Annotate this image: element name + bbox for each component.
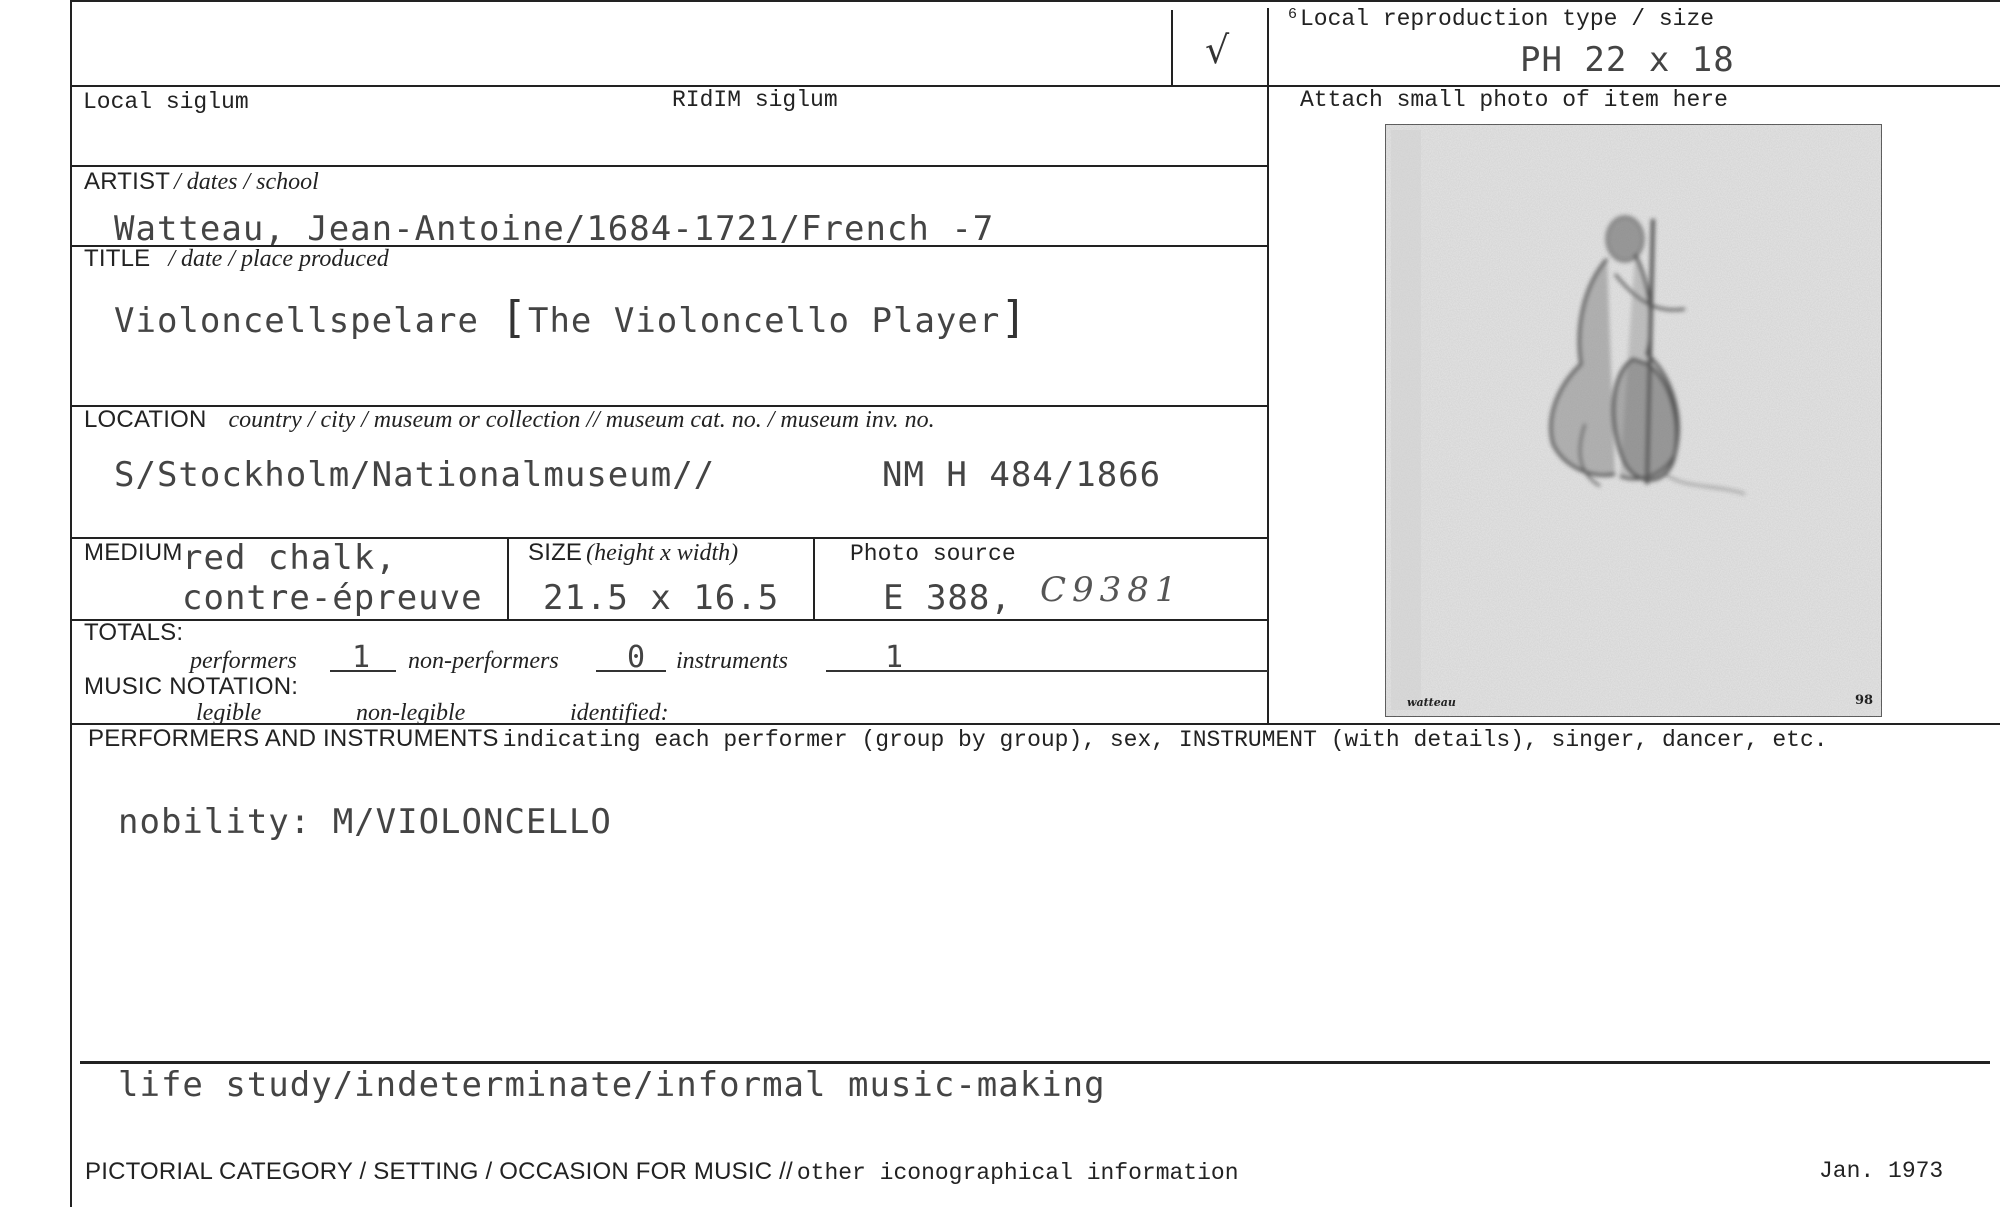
photo-attach-label: Attach small photo of item here [1300,87,1728,113]
performers-section-label-main: PERFORMERS AND INSTRUMENTS [88,725,499,752]
check-divider [1171,10,1173,86]
title-label-main: TITLE [84,245,151,272]
title-english: The Violoncello Player [527,301,1001,341]
non-performers-value: 0 [627,640,647,675]
instruments-label: instruments [676,648,789,674]
local-siglum-label: Local siglum [83,89,249,115]
notation-non-legible: non-legible [356,700,466,726]
title-label [84,245,389,273]
title-label-rest: / date / place produced [168,246,389,272]
category-rule [80,1061,1990,1064]
notation-legible: legible [196,700,262,726]
performers-value: 1 [352,640,372,675]
artist-label-main: ARTIST [84,168,171,195]
location-label-rest: country / city / museum or collection // museum cat. no. / museum inv. no. [228,407,935,433]
main-column-divider [1267,8,1269,724]
title-bracket-open: [ [500,292,528,343]
medium-line-2: contre-épreuve [182,578,483,618]
title-bracket-close: ] [1000,292,1028,343]
photo-source-value: E 388, [883,578,1012,618]
size-value: 21.5 x 16.5 [543,578,780,618]
reproduction-marker: 6 [1288,6,1298,23]
medium-label: MEDIUM [84,539,183,566]
photo-source-label: Photo source [850,541,1016,567]
notation-identified: identified: [570,700,669,726]
photo-number: 98 [1855,693,1874,708]
artist-label-rest: / dates / school [174,169,319,195]
performers-label: performers [190,648,297,674]
ridim-siglum-label: RIdIM siglum [672,87,838,113]
artwork-photo [1385,124,1882,717]
reproduction-value: PH 22 x 18 [1520,40,1735,80]
category-label-rest: other iconographical information [796,1160,1239,1186]
performers-section-label [88,725,1828,753]
inventory-number: NM H 484/1866 [882,455,1162,495]
medium-line-1: red chalk, [182,538,397,578]
performers-section-label-rest: indicating each performer (group by group), sex, INSTRUMENT (with details), singer, dancer, etc. [502,727,1828,753]
check-mark: √ [1205,28,1230,72]
medium-divider [507,537,509,621]
non-performers-label: non-performers [408,648,559,674]
category-label-main: PICTORIAL CATEGORY / SETTING / OCCASION FOR MUSIC // [85,1158,793,1185]
size-label-main: SIZE [528,539,583,566]
size-divider [813,537,815,621]
location-label-main: LOCATION [84,406,207,433]
siglum-rule [70,165,1268,167]
title-swedish: Violoncellspelare [114,301,479,341]
category-value: life study/indeterminate/informal music-making [118,1065,1106,1105]
size-label [528,539,738,567]
top-border [70,0,2000,2]
location-label [84,406,935,434]
artist-label [84,168,319,196]
category-label [85,1158,1239,1186]
instruments-value: 1 [885,640,905,675]
photo-signature: watteau [1407,696,1456,709]
medium-rule [70,619,1268,621]
reproduction-label: Local reproduction type / size [1300,6,1715,32]
location-value: S/Stockholm/Nationalmuseum// [114,455,716,495]
size-label-rest: (height x width) [586,540,739,566]
music-notation-label: MUSIC NOTATION: [84,673,299,700]
title-value [114,292,1028,343]
photo-source-handwritten: C9381 [1040,570,1183,610]
card-date: Jan. 1973 [1819,1158,1944,1184]
totals-label: TOTALS: [84,619,184,646]
left-border [70,0,72,1207]
performers-section-value: nobility: M/VIOLONCELLO [118,802,612,842]
artist-value: Watteau, Jean-Antoine/1684-1721/French -7 [114,209,995,249]
